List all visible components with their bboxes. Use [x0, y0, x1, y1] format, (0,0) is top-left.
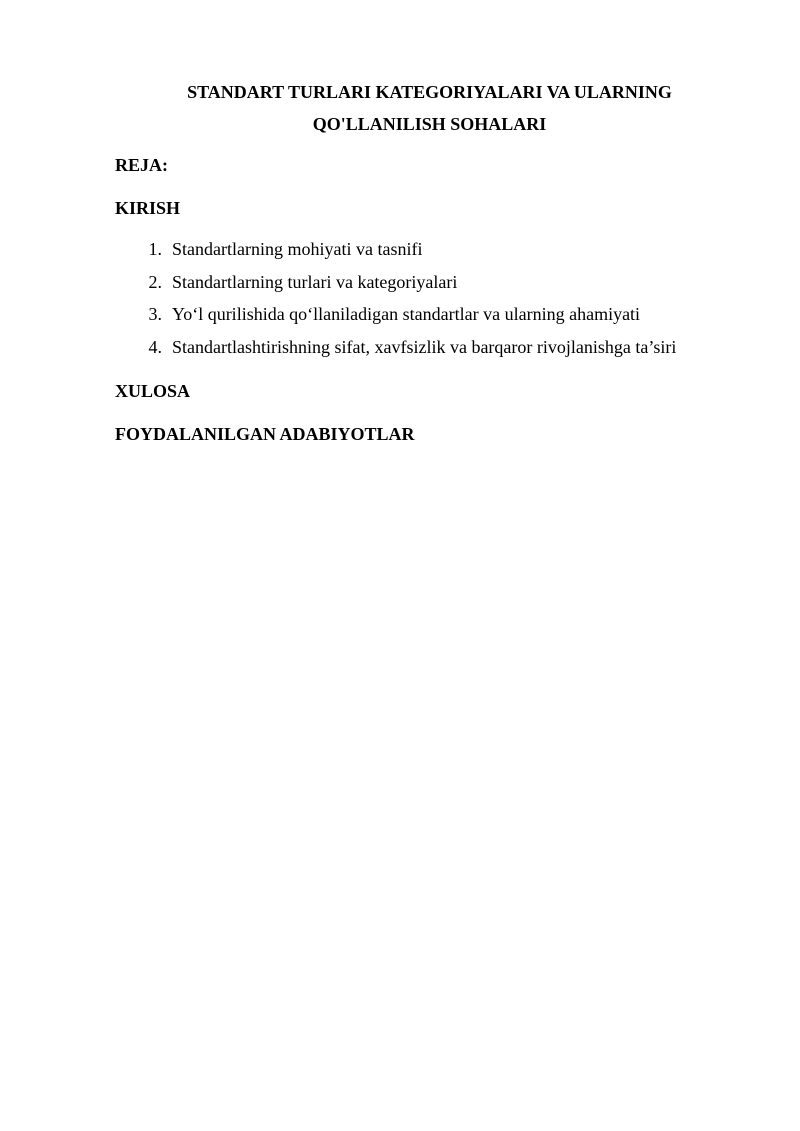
list-item-number: 4.: [148, 336, 162, 357]
plan-heading: REJA:: [115, 155, 168, 175]
list-item-number: 1.: [148, 239, 162, 259]
references-heading: FOYDALANILGAN ADABIYOTLAR: [115, 424, 415, 444]
conclusion-heading: XULOSA: [115, 381, 191, 401]
list-item: [115, 236, 755, 269]
document-title: [115, 76, 744, 140]
list-item-text: Standartlarning turlari va kategoriyalari: [172, 271, 458, 292]
list-item-text: Yo‘l qurilishida qo‘llaniladigan standartlar va ularning ahamiyati: [172, 304, 641, 324]
list-item-number: 3.: [148, 304, 162, 324]
list-item: [115, 334, 755, 367]
title-line-1: STANDART TURLARI KATEGORIYALARI VA ULARNING: [187, 82, 672, 102]
list-item: [115, 269, 755, 302]
title-line-2: QO'LLANILISH SOHALARI: [312, 114, 547, 134]
plan-list: [115, 236, 755, 366]
list-item-text: Standartlarning mohiyati va tasnifi: [172, 239, 423, 259]
list-item-number: 2.: [148, 271, 162, 292]
intro-heading: KIRISH: [115, 198, 181, 218]
list-item: [115, 301, 755, 334]
list-item-text: Standartlashtirishning sifat, xavfsizlik va barqaror rivojlanishga ta’siri: [172, 336, 677, 357]
